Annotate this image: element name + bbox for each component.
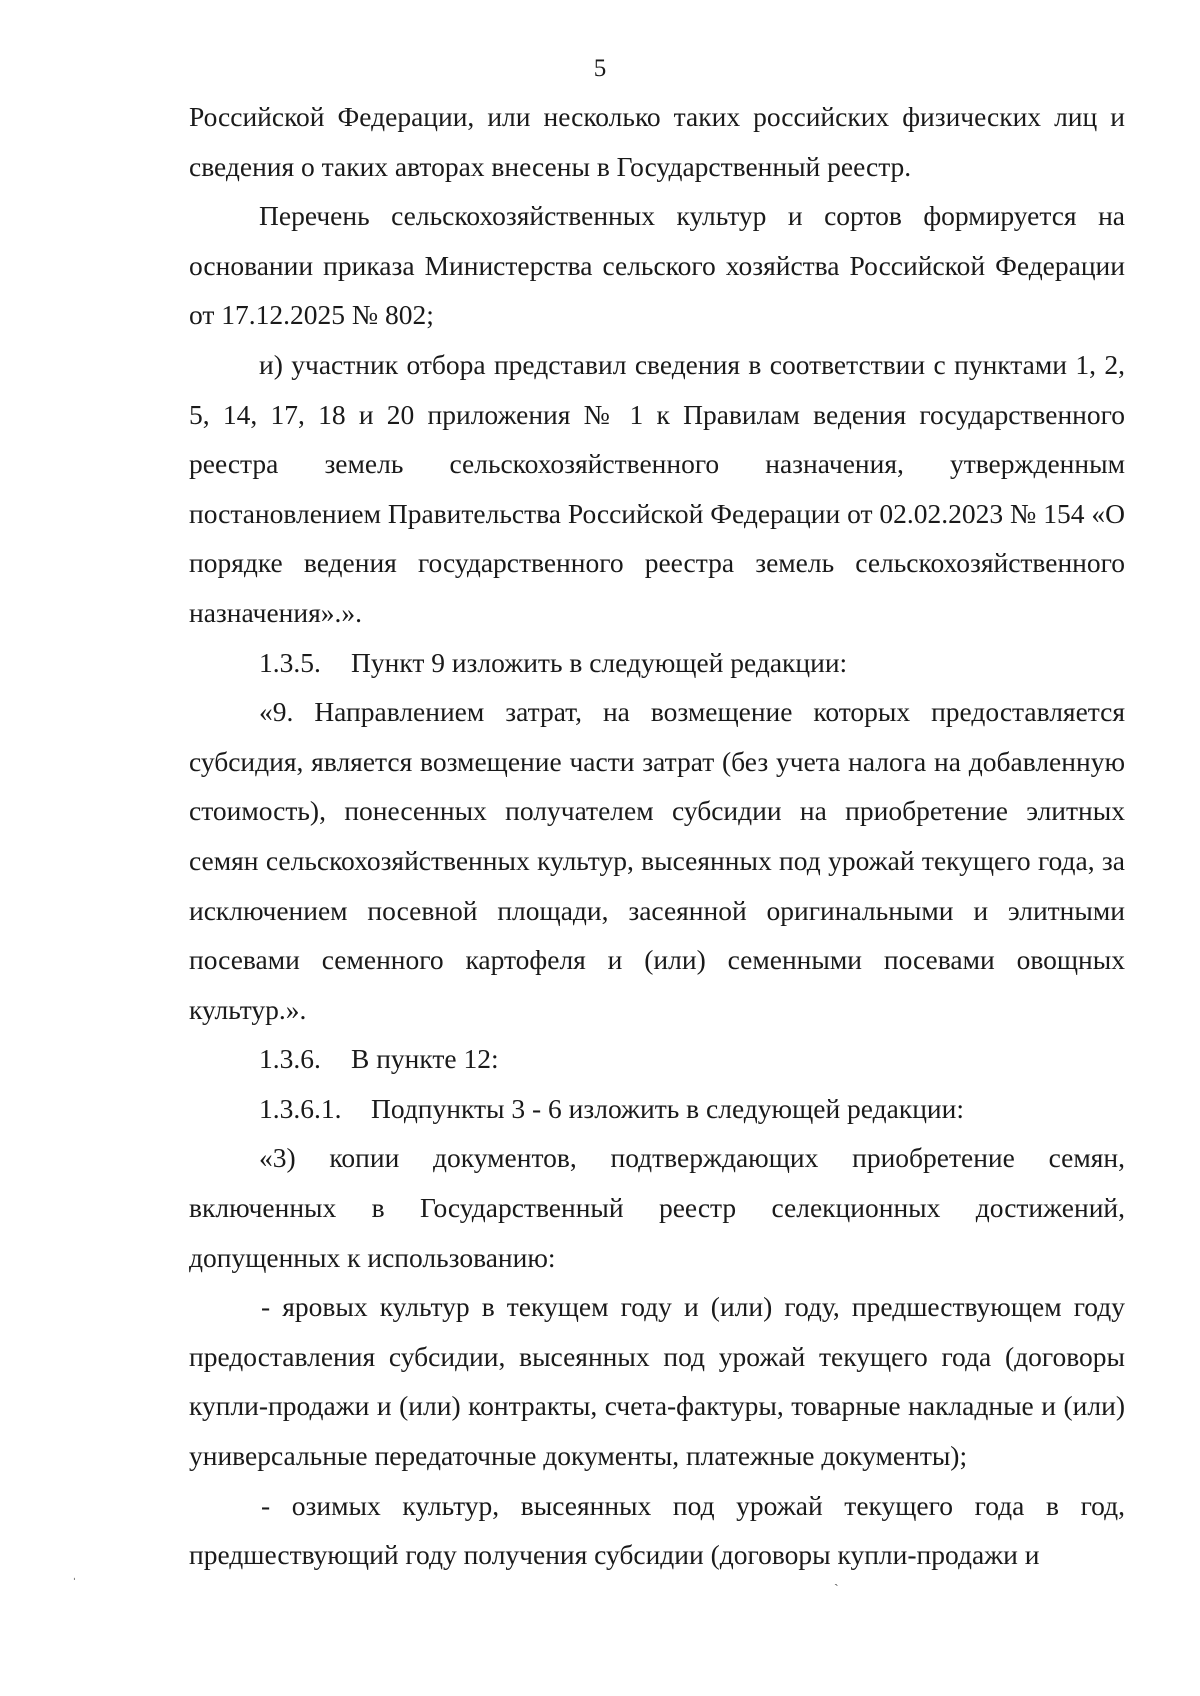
clause-number: 1.3.6. [259,1043,321,1075]
scan-speck: ˌ [72,1566,77,1581]
paragraph-5: «9. Направлением затрат, на возмещение которых предоставляется субсидия, является возмещение части затрат (без учета налога на добавленную стоимость), понесенных получателем субсидии на приобретение элитных семян сельскохозяйственных культур, высеянных под урожай текущего года, за исключением посевной площади, засеянной оригинальными и элитными посевами семенного картофеля и (или) семенными посевами овощных культур.». [189,696,1125,1025]
paragraph-3: и) участник отбора представил сведения в соответствии с пунктами 1, 2, 5, 14, 17, 18 и 20 приложения № 1 к Правилам ведения государственного реестра земель сельскохозяйственного назначения, утвержденным постановлением Правительства Российской Федерации от 02.02.2023 № 154 «О порядке ведения государственного реестра земель сельскохозяйственного назначения».». [189,348,1125,628]
clause-text: В пункте 12: [351,1043,499,1075]
clause-number: 1.3.6.1. [259,1092,342,1124]
clause-text: Подпункты 3 - 6 изложить в следующей редакции: [371,1092,964,1124]
clause-number: 1.3.5. [259,646,321,678]
document-body [189,92,1125,1580]
paragraph-4 [189,638,1125,688]
paragraph-8: «3) копии документов, подтверждающих приобретение семян, включенных в Государственный реестр селекционных достижений, допущенных к использованию: [189,1142,1125,1273]
page-number: 5 [593,55,607,82]
paragraph-7 [189,1084,1125,1134]
paragraph-6 [189,1034,1125,1084]
paragraph-10: - озимых культур, высеянных под урожай текущего года в год, предшествующий году получения субсидии (договоры купли-продажи и [189,1489,1125,1571]
scan-speck: ˎ [834,1572,839,1587]
paragraph-2: Перечень сельскохозяйственных культур и сортов формируется на основании приказа Министерства сельского хозяйства Российской Федерации от 17.12.2025 № 802; [189,200,1125,331]
paragraph-1: Российской Федерации, или несколько таких российских физических лиц и сведения о таких авторах внесены в Государственный реестр. [189,101,1125,182]
paragraph-9: - яровых культур в текущем году и (или) году, предшествующем году предоставления субсидии, высеянных под урожай текущего года (договоры купли-продажи и (или) контракты, счета-фактуры, товарные накладные и (или) универсальные передаточные документы, платежные документы); [189,1291,1125,1472]
clause-text: Пункт 9 изложить в следующей редакции: [351,646,848,678]
